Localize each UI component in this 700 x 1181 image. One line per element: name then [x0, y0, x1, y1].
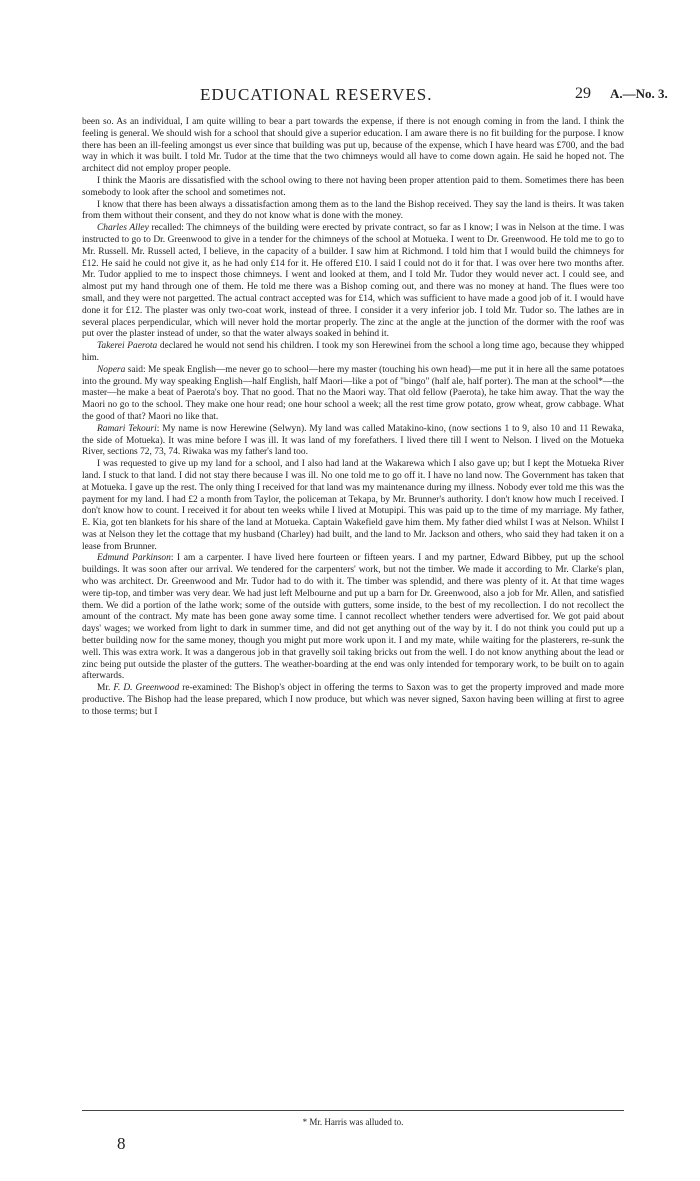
page-header [0, 85, 700, 107]
paragraph [82, 424, 624, 459]
footnote: * Mr. Harris was alluded to. [302, 1117, 404, 1127]
paragraph-text: I was requested to give up my land for a school, and I also had land at the Wakarewa which I also gave up; but I kept the Motueka River land. I stuck to that land. I did not stay there because I was ill. No one told me to go off it. I have no land now. The Government has taken that at Motueka. I gave up the rest. The only thing I received for that land was my maintenance during my illness. Nobody ever told me this was the payment for my land. I had £2 a month from Taylor, the policeman at Tekapa, by Mr. Brunner's authority. I don't know how much I received. I don't know how to count. I received it for about ten weeks while I lived at Motupipi. This was paid up to the time of my marriage. My father, E. Kia, got ten blankets for his share of the land at Motueka. Captain Wakefield gave him them. My father died whilst I was at Nelson. Whilst I was at Nelson they let the cottage that my husband (Charley) had built, and the land to Mr. Jackson and others, who said they had taken it on a lease from Brunner. [82, 459, 624, 552]
paragraph [82, 365, 624, 424]
paragraph-text: declared he would not send his children. I took my son Herewinei from the school a long time ago, because they whipped him. [82, 341, 624, 363]
running-title: EDUCATIONAL RESERVES. [200, 85, 433, 104]
paragraph [82, 200, 624, 224]
speaker-name: Nopera [97, 364, 126, 375]
paragraph [82, 683, 624, 718]
footnote-rule [82, 1110, 624, 1111]
paragraph-text: re-examined: The Bishop's object in offering the terms to Saxon was to get the property improved and made more productive. The Bishop had the lease prepared, which I now produce, but which was never signed, Saxon having been willing at first to agree to those terms; but I [82, 683, 624, 717]
paragraph [82, 459, 624, 553]
paragraph [82, 223, 624, 341]
page-number: 29 [575, 85, 591, 102]
paragraph-text: said: Me speak English—me never go to school—here my master (touching his own head)—me put it in here all the same potatoes into the ground. My way speaking English—half English, half Maori—like a pot of "bingo" (half ale, half porter). The man at the school*—the master—he make a beat of Paerota's boy. That no good. That no the Maori way. That old fellow (Paerota), he take him away. That the way the Maori no go to the school. They make one hour read; one hour school a week; all the rest time grow potato, grow wheat, grow cabbage. What the good of that? Maori no like that. [82, 364, 624, 422]
body-text [82, 117, 624, 719]
printer-signature: 8 [117, 1134, 126, 1153]
paragraph-text: I think the Maoris are dissatisfied with the school owing to there not having been proper attention paid to them. Sometimes there has been somebody to look after the school and sometimes not. [82, 175, 624, 198]
section-reference: A.—No. 3. [610, 86, 668, 101]
paragraph [82, 341, 624, 365]
speaker-name: Charles Alley [97, 223, 149, 234]
speaker-prefix: Mr. [97, 683, 114, 694]
paragraph [82, 117, 624, 176]
paragraph-text: : I am a carpenter. I have lived here fourteen or fifteen years. I and my partner, Edward Bibbey, put up the school buildings. It was soon after our arrival. We tendered for the carpenters' work, but not the timber. We made it according to Mr. Clarke's plan, who was architect. Dr. Greenwood and Mr. Tudor had to do with it. The timber was splendid, and there was plenty of it. At that time wages were tip-top, and timber was very dear. We had just left Melbourne and put up a barn for Dr. Greenwood, also a job for Mr. Allen, and satisfied them. We did a portion of the lathe work; some of the outside with gutters, some inside, to the best of my recollection. I do not recollect the amount of the contract. My mate has been gone away some time. I cannot recollect whether tenders were advertised for. We got paid about days' wages; we worked from light to dark in summer time, and did not get anything out of the way by it. I do not think you could put up a better building now for the same money, though you might put more work upon it. I and my mate, while waiting for the plasterers, re-sunk the well. This was extra work. It was a dangerous job in that gravelly soil taking bricks out from the well. I do not know anything about the lead or zinc being put outside the plaster of the gutters. The weather-boarding at the end was only intended for temporary work, to be built on to again afterwards. [82, 553, 624, 682]
paragraph-text: recalled: The chimneys of the building were erected by private contract, so far as I know; I was in Nelson at the time. I was instructed to go to Dr. Greenwood to give in a tender for the chimneys of the school at Motueka. I went to Dr. Greenwood. He told me to go to Mr. Russell. Mr. Russell acted, I believe, in the capacity of a builder. I saw him at Richmond. I told him that I would build the chimneys for £12. He said he could not give it, as he had only £14 for it. He offered £10. I said I could not do it for that. I was over here two months after. Mr. Tudor applied to me to inspect those chimneys. I went and looked at them, and I told Mr. Tudor they would never act. I could see, and almost put my hand through one of them. He told me there was a Bishop coming out, and there was no money at hand. The flues were too small, and they were not pargetted. The actual contract accepted was for £14, which was sufficient to have made a good job of it. I would have done it for £12. The plaster was only two-coat work, instead of three. I consider it a very inferior job. I told Mr. Tudor so. The lathes are in several places perpendicular, which will never hold the mortar properly. The zinc at the angle at the junction of the dormer with the roof was put over the plaster instead of under, so that the water always soaked in behind it. [82, 223, 625, 340]
paragraph-text: been so. As an individual, I am quite willing to bear a part towards the expense, if there is not enough coming in from the land. I think the feeling is general. We should wish for a school that should give a superior education. I am aware there is no fit building for the purpose. I know there has been an ill-feeling amongst us ever since that building was put up, because of the expense, which I have heard was £700, and the bad way in which it was built. I told Mr. Tudor at the time that the two chimneys would all have to come down again. He said he hoped not. The architect did not employ proper people. [82, 117, 624, 175]
paragraph-text: : My name is now Herewine (Selwyn). My land was called Matakino-kino, (now sections 1 to 9, also 10 and 11 Rewaka, the side of Motueka). It was mine before I was ill. It was land of my forefathers. I lived there till I went to Nelson. I lived on the Motueka River, sections 72, 73, 74. Riwaka was my father's land too. [82, 423, 624, 458]
paragraph [82, 176, 624, 200]
speaker-name: Takerei Paerota [97, 341, 158, 352]
speaker-name: Edmund Parkinson [97, 553, 171, 564]
paragraph-text: I know that there has been always a dissatisfaction among them as to the land the Bishop received. They say the land is theirs. It was taken from them without their consent, and they do not know what is done with the money. [82, 199, 624, 222]
paragraph [82, 553, 624, 683]
speaker-name: Ramari Tekouri [97, 423, 157, 434]
speaker-name: F. D. Greenwood [113, 683, 180, 694]
